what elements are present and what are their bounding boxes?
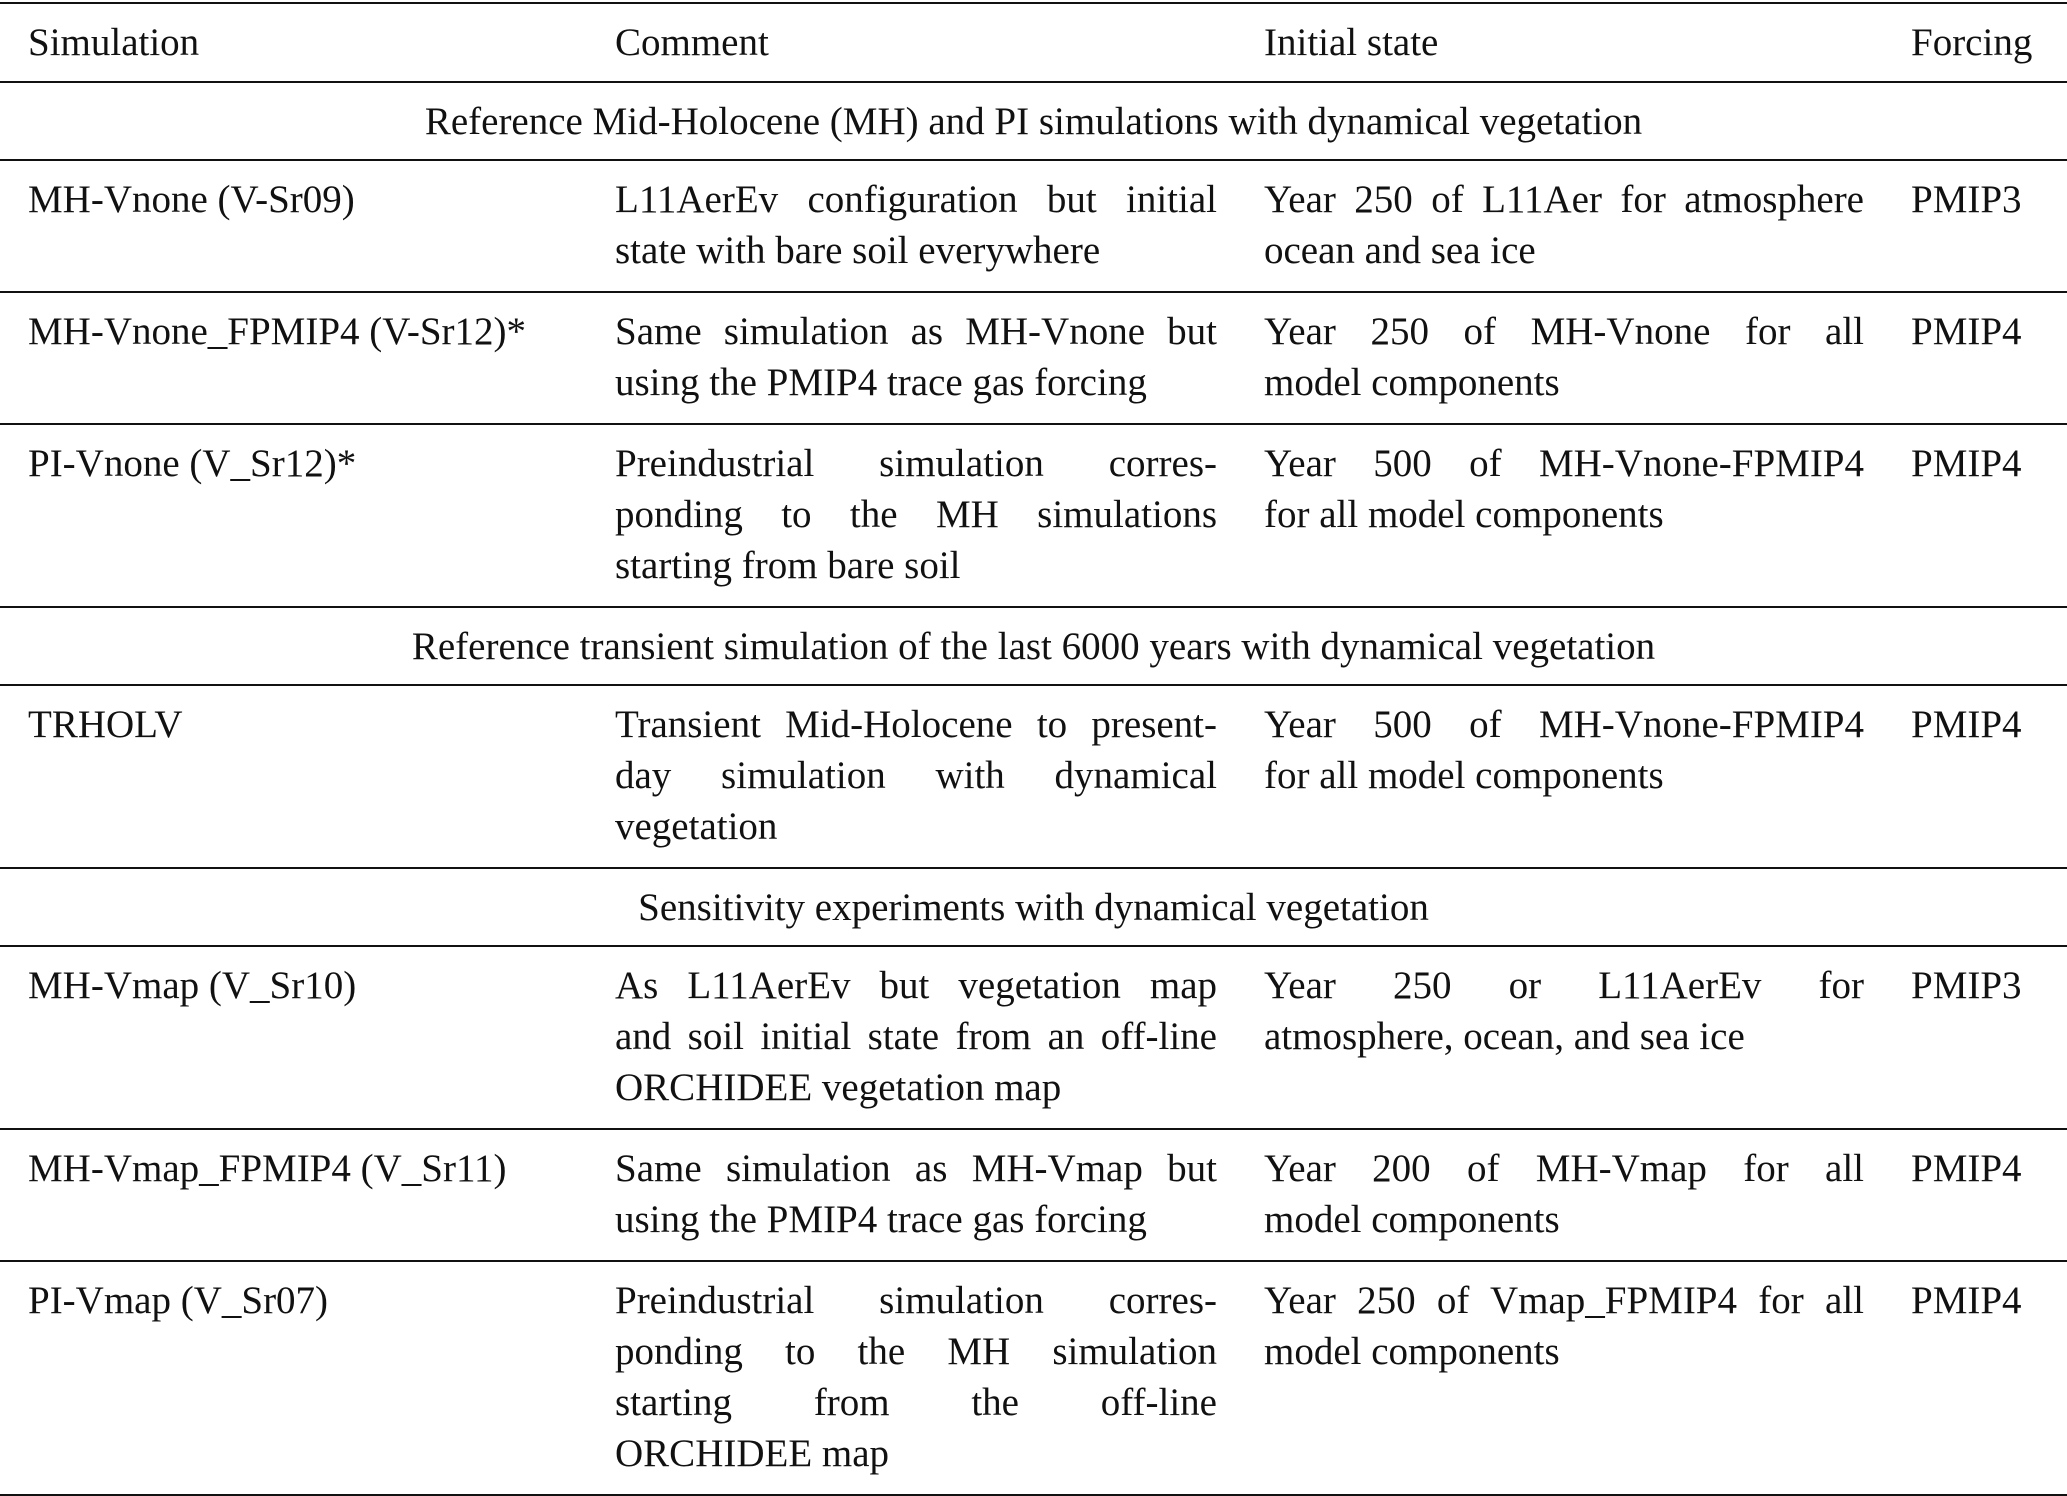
section-header-row (0, 82, 2067, 160)
comment-line: ORCHIDEE map (615, 1432, 890, 1475)
comment-cell (588, 685, 1237, 868)
initial-state-cell (1237, 160, 1884, 292)
simulation-cell: TRHOLV (0, 685, 588, 868)
initial-state-line: model components (1264, 361, 1560, 404)
forcing-cell: PMIP4 (1884, 685, 2067, 868)
section-title: Sensitivity experiments with dynamical vegetation (0, 868, 2067, 946)
simulation-cell: PI-Vnone (V_Sr12)* (0, 424, 588, 607)
initial-state-cell (1237, 685, 1884, 868)
initial-state-line: ocean and sea ice (1264, 229, 1536, 272)
section-header-row (0, 607, 2067, 685)
comment-cell (588, 424, 1237, 607)
initial-state-cell (1237, 1129, 1884, 1261)
section-title: Reference transient simulation of the last 6000 years with dynamical vegetation (0, 607, 2067, 685)
comment-line: ponding to the MH simulations (615, 493, 1217, 536)
forcing-cell: PMIP4 (1884, 1261, 2067, 1495)
table-row (0, 685, 2067, 868)
comment-line: ORCHIDEE vegetation map (615, 1066, 1062, 1109)
comment-cell (588, 160, 1237, 292)
comment-line: using the PMIP4 trace gas forcing (615, 1198, 1147, 1241)
initial-state-line: Year 250 or L11AerEv for (1264, 964, 1864, 1007)
simulation-cell: PI-Vmap (V_Sr07) (0, 1261, 588, 1495)
simulation-table (0, 2, 2067, 1496)
initial-state-line: model components (1264, 1330, 1560, 1373)
comment-cell (588, 946, 1237, 1129)
initial-state-line: atmosphere, ocean, and sea ice (1264, 1015, 1745, 1058)
comment-line: ponding to the MH simulation (615, 1330, 1217, 1373)
initial-state-line: Year 250 of Vmap_FPMIP4 for all (1264, 1279, 1864, 1322)
table-row (0, 292, 2067, 424)
forcing-cell: PMIP3 (1884, 160, 2067, 292)
initial-state-cell (1237, 292, 1884, 424)
simulation-cell: MH-Vnone (V-Sr09) (0, 160, 588, 292)
initial-state-cell (1237, 424, 1884, 607)
table-body (0, 82, 2067, 1495)
comment-cell (588, 1261, 1237, 1495)
comment-line: L11AerEv configuration but initial (615, 178, 1217, 221)
initial-state-line: Year 500 of MH-Vnone-FPMIP4 (1264, 703, 1864, 746)
initial-state-line: Year 250 of L11Aer for atmosphere (1264, 178, 1864, 221)
forcing-cell: PMIP3 (1884, 946, 2067, 1129)
comment-cell (588, 1129, 1237, 1261)
forcing-cell: PMIP4 (1884, 292, 2067, 424)
table-row (0, 1261, 2067, 1495)
comment-line: using the PMIP4 trace gas forcing (615, 361, 1147, 404)
initial-state-line: model components (1264, 1198, 1560, 1241)
table-row (0, 1129, 2067, 1261)
simulation-cell: MH-Vmap_FPMIP4 (V_Sr11) (0, 1129, 588, 1261)
comment-line: day simulation with dynamical (615, 754, 1217, 797)
header-forcing: Forcing (1911, 21, 2033, 64)
table-row (0, 946, 2067, 1129)
header-initial-state: Initial state (1264, 21, 1439, 64)
table-row (0, 424, 2067, 607)
comment-line: Transient Mid-Holocene to present- (615, 703, 1217, 746)
initial-state-line: Year 500 of MH-Vnone-FPMIP4 (1264, 442, 1864, 485)
initial-state-cell (1237, 946, 1884, 1129)
comment-line: Preindustrial simulation corres- (615, 1279, 1217, 1322)
initial-state-line: for all model components (1264, 493, 1664, 536)
forcing-cell: PMIP4 (1884, 1129, 2067, 1261)
section-header-row (0, 868, 2067, 946)
table-row (0, 160, 2067, 292)
comment-line: Preindustrial simulation corres- (615, 442, 1217, 485)
header-simulation: Simulation (28, 21, 200, 64)
comment-line: and soil initial state from an off-line (615, 1015, 1217, 1058)
comment-line: Same simulation as MH-Vnone but (615, 310, 1217, 353)
initial-state-line: for all model components (1264, 754, 1664, 797)
simulation-cell: MH-Vmap (V_Sr10) (0, 946, 588, 1129)
header-comment: Comment (615, 21, 769, 64)
forcing-cell: PMIP4 (1884, 424, 2067, 607)
simulation-cell: MH-Vnone_FPMIP4 (V-Sr12)* (0, 292, 588, 424)
comment-line: state with bare soil everywhere (615, 229, 1101, 272)
comment-line: As L11AerEv but vegetation map (615, 964, 1217, 1007)
section-title: Reference Mid-Holocene (MH) and PI simulations with dynamical vegetation (0, 82, 2067, 160)
comment-line: starting from bare soil (615, 544, 961, 587)
table-header-row (0, 3, 2067, 82)
comment-line: vegetation (615, 805, 778, 848)
initial-state-line: Year 200 of MH-Vmap for all (1264, 1147, 1864, 1190)
comment-line: starting from the off-line (615, 1381, 1217, 1424)
initial-state-line: Year 250 of MH-Vnone for all (1264, 310, 1864, 353)
initial-state-cell (1237, 1261, 1884, 1495)
comment-cell (588, 292, 1237, 424)
comment-line: Same simulation as MH-Vmap but (615, 1147, 1217, 1190)
